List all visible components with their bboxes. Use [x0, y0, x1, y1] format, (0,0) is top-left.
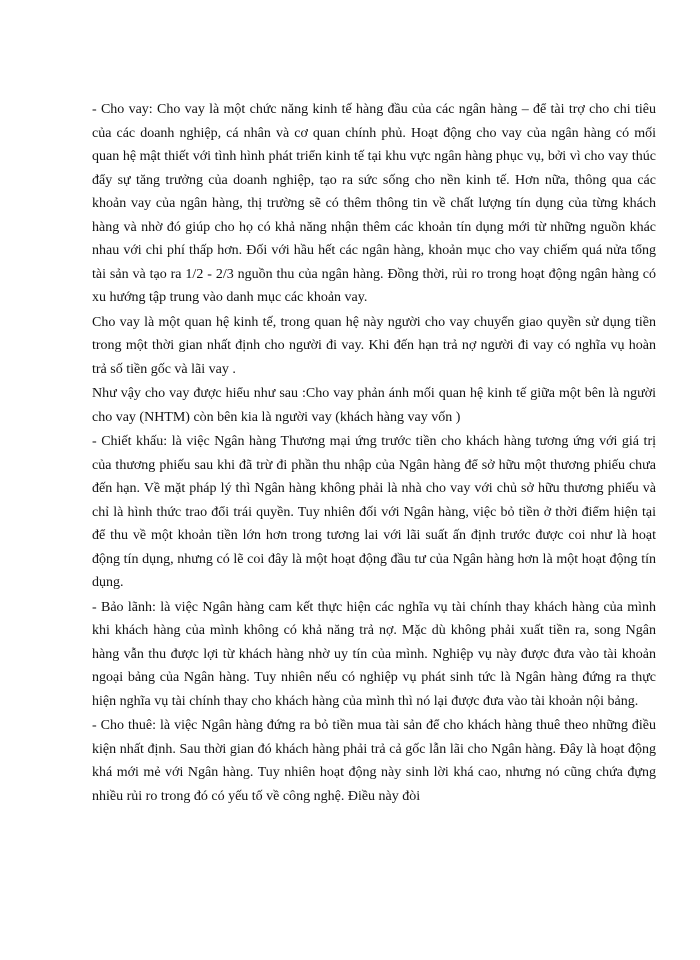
- paragraph-cho-vay-summary: Như vậy cho vay được hiểu như sau :Cho vay phản ánh mối quan hệ kinh tế giữa một bên là người cho vay (NHTM) còn bên kia là người vay (khách hàng vay vốn ): [92, 386, 656, 425]
- document-page: [92, 98, 656, 809]
- paragraph-chiet-khau: - Chiết khấu: là việc Ngân hàng Thương mại ứng trước tiền cho khách hàng tương ứng với giá trị của thương phiếu sau khi đã trừ đi phần thu nhập của Ngân hàng để sở hữu một thương phiếu chưa đến hạn. Về mặt pháp lý thì Ngân hàng không phải là nhà cho vay với chủ sở hữu thương phiếu và chỉ là hình thức trao đổi trái quyền. Tuy nhiên đối với Ngân hàng, việc bỏ tiền ở thời điểm hiện tại để thu về một khoản tiền lớn hơn trong tương lai với lãi suất ấn định trước được coi như là hoạt động tín dụng, nhưng có lẽ coi đây là một hoạt động đầu tư của Ngân hàng hơn là một hoạt động tín dụng.: [92, 434, 656, 590]
- paragraph-cho-vay-relation: Cho vay là một quan hệ kinh tế, trong quan hệ này người cho vay chuyển giao quyền sử dụng tiền trong một thời gian nhất định cho người đi vay. Khi đến hạn trả nợ người đi vay có nghĩa vụ hoàn trả số tiền gốc và lãi vay .: [92, 314, 656, 377]
- paragraph-cho-thue: - Cho thuê: là việc Ngân hàng đứng ra bỏ tiền mua tài sản để cho khách hàng thuê theo những điều kiện nhất định. Sau thời gian đó khách hàng phải trả cả gốc lẫn lãi cho Ngân hàng. Đây là hoạt động khá mới mẻ với Ngân hàng. Tuy nhiên hoạt động này sinh lời khá cao, nhưng nó cũng chứa đựng nhiều rủi ro trong đó có yếu tố về công nghệ. Điều này đòi: [92, 718, 656, 804]
- paragraph-cho-vay-definition: - Cho vay: Cho vay là một chức năng kinh tế hàng đầu của các ngân hàng – để tài trợ cho chi tiêu của các doanh nghiệp, cá nhân và cơ quan chính phủ. Hoạt động cho vay của ngân hàng có mối quan hệ mật thiết với tình hình phát triển kinh tế tại khu vực ngân hàng phục vụ, bởi vì cho vay thúc đẩy sự tăng trưởng của doanh nghiệp, tạo ra sức sống cho nền kinh tế. Hơn nữa, thông qua các khoản vay của ngân hàng, thị trường sẽ có thêm thông tin về chất lượng tín dụng của từng khách hàng và nhờ đó giúp cho họ có khả năng nhận thêm các khoản tín dụng mới từ những nguồn khác nhau với chi phí thấp hơn. Đối với hầu hết các ngân hàng, khoản mục cho vay chiếm quá nửa tổng tài sản và tạo ra 1/2 - 2/3 nguồn thu của ngân hàng. Đồng thời, rủi ro trong hoạt động ngân hàng có xu hướng tập trung vào danh mục các khoản vay.: [92, 102, 656, 305]
- paragraph-bao-lanh: - Bảo lãnh: là việc Ngân hàng cam kết thực hiện các nghĩa vụ tài chính thay khách hàng của mình khi khách hàng của mình không có khả năng trả nợ. Mặc dù không phải xuất tiền ra, song Ngân hàng vẫn thu được lợi từ khách hàng nhờ uy tín của mình. Nghiệp vụ này được đưa vào tài khoản ngoại bảng của Ngân hàng. Tuy nhiên nếu có nghiệp vụ phát sinh tức là Ngân hàng đứng ra thực hiện nghĩa vụ tài chính thay cho khách hàng của mình thì nó lại được đưa vào tài khoản nội bảng.: [92, 599, 656, 709]
